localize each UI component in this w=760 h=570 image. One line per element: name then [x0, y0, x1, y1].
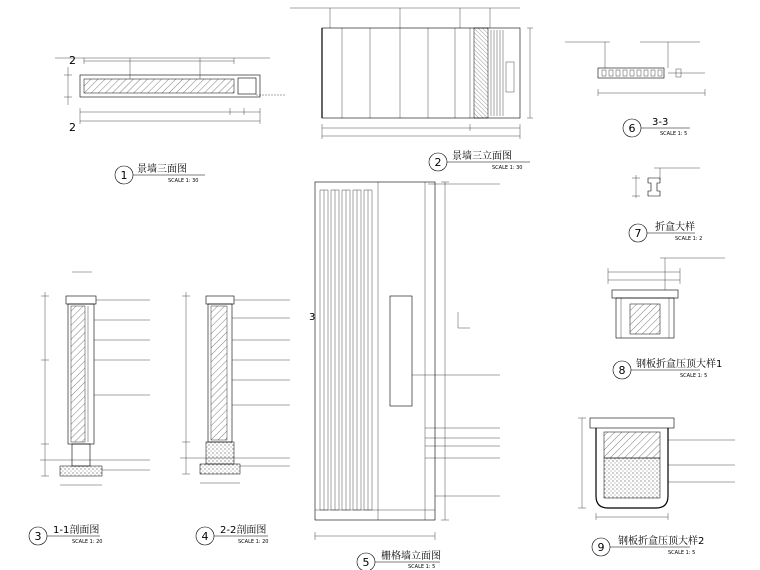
cap2-plate	[590, 418, 674, 428]
view-1-plan	[55, 54, 285, 184]
wall-plan-hatch	[84, 79, 234, 93]
section-mark-2-top: 2	[69, 54, 76, 67]
view-title: 栅格墙立面图	[381, 551, 441, 562]
sec11-hatch	[71, 306, 85, 442]
section-mark-3: 3	[309, 312, 316, 323]
sec22-cap	[206, 296, 234, 304]
cap-core-hatch	[630, 304, 660, 334]
sec22-base	[206, 442, 234, 464]
view-scale: SCALE 1: 2	[675, 236, 703, 242]
view-2-elevation	[290, 8, 533, 171]
view-9-detail	[578, 418, 735, 556]
view-scale: SCALE 1: 5	[680, 373, 708, 379]
grille-slats	[320, 190, 372, 510]
view-scale: SCALE 1: 30	[492, 165, 523, 171]
view-number: 8	[618, 364, 626, 377]
grille-wall-outline	[315, 182, 435, 520]
view-4-section	[180, 292, 290, 545]
section-mark-2-bottom: 2	[69, 121, 76, 134]
view-scale: SCALE 1: 20	[238, 539, 269, 545]
sec22-footing	[200, 464, 240, 474]
view-scale: SCALE 1: 5	[668, 550, 696, 556]
sec11-cap	[66, 296, 96, 304]
view-8-detail	[608, 258, 725, 379]
view-number: 9	[597, 541, 605, 554]
view-title: 景墙三面图	[137, 164, 187, 175]
elevation-grille	[474, 28, 488, 118]
view-title: 1-1剖面图	[53, 525, 100, 536]
view-title: 折盒大样	[655, 222, 695, 233]
view-title: 钢板折盒压顶大样1	[636, 359, 723, 370]
view-title: 景墙三立面图	[452, 151, 512, 162]
view-6-section	[565, 42, 705, 137]
view-3-section	[29, 272, 150, 545]
elevation-light-box	[506, 62, 514, 92]
view-title: 3-3	[652, 117, 669, 128]
view-number: 6	[628, 122, 636, 135]
view-title: 钢板折盒压顶大样2	[618, 536, 705, 547]
cap2-hatch	[604, 432, 660, 458]
view-title: 2-2剖面图	[220, 525, 267, 536]
grille-light-box	[390, 296, 412, 406]
view-scale: SCALE 1: 30	[168, 178, 199, 184]
view-number: 7	[634, 227, 642, 240]
wall-plan-end	[238, 78, 256, 94]
sec22-hatch	[211, 306, 227, 440]
section-33-outline	[598, 68, 664, 78]
fold-box-profile	[648, 178, 660, 196]
section-33-cells	[602, 70, 662, 76]
view-number: 2	[434, 156, 442, 169]
view-number: 5	[362, 556, 370, 569]
view-scale: SCALE 1: 5	[408, 564, 436, 570]
elevation-slats	[491, 30, 503, 116]
view-scale: SCALE 1: 20	[72, 539, 103, 545]
cap2-fill	[604, 458, 660, 498]
sec11-column	[72, 444, 90, 466]
view-number: 3	[34, 530, 42, 543]
view-7-detail	[629, 168, 702, 242]
elevation-outline	[322, 28, 520, 118]
elevation-panels	[342, 28, 470, 118]
view-scale: SCALE 1: 5	[660, 131, 688, 137]
cap-plate	[612, 290, 678, 298]
view-5-elevation	[309, 182, 500, 570]
sec11-footing	[60, 466, 102, 476]
view-number: 1	[120, 169, 128, 182]
view-number: 4	[201, 530, 209, 543]
